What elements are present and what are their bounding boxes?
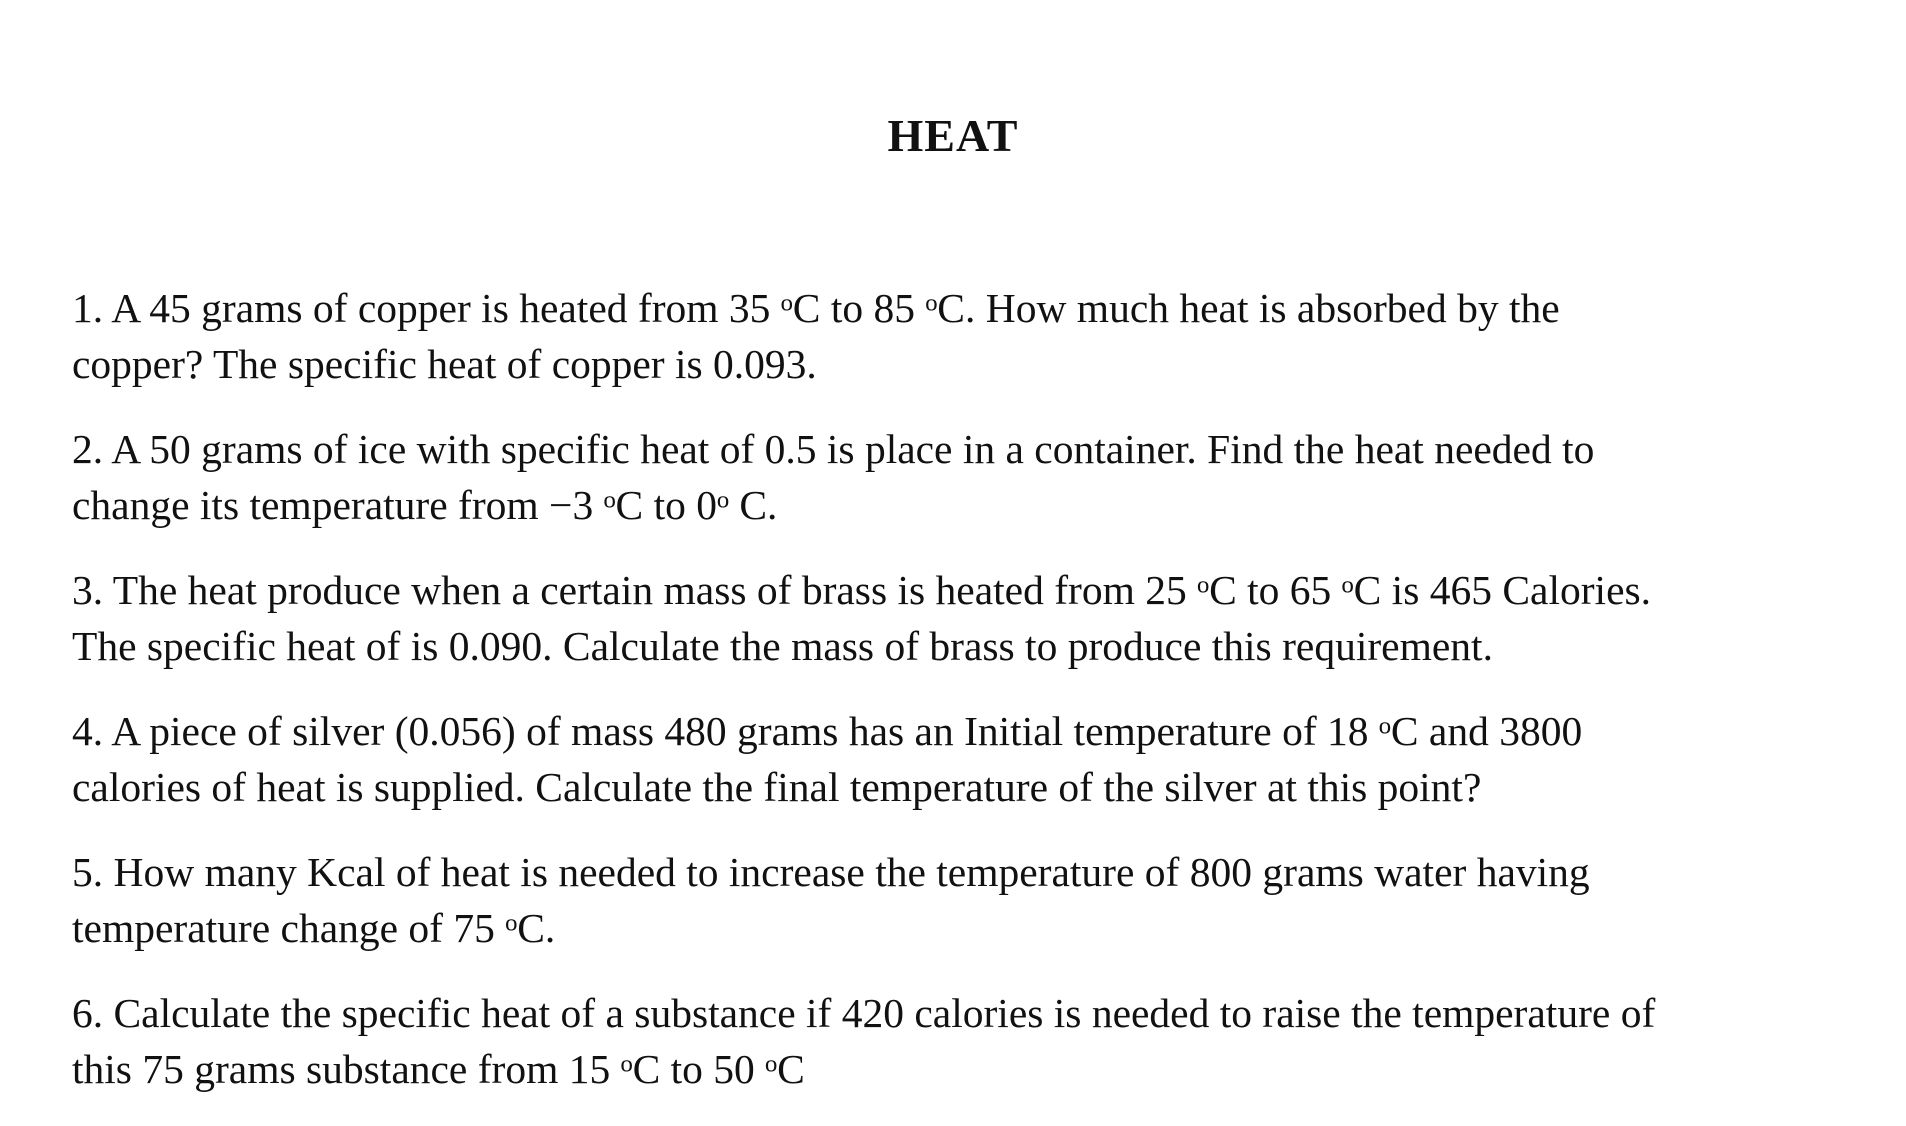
question-text-line: 2. A 50 grams of ice with specific heat of 0.5 is place in a container. Find the heat needed to [72, 426, 1595, 472]
question-text-line: copper? The specific heat of copper is 0.093. [72, 341, 817, 387]
question-item-2 [72, 421, 1842, 533]
question-text-line: 1. A 45 grams of copper is heated from 35 ᵒC to 85 ᵒC. How much heat is absorbed by the [72, 285, 1560, 331]
question-text-line: calories of heat is supplied. Calculate the final temperature of the silver at this point? [72, 764, 1482, 810]
question-text-line: this 75 grams substance from 15 ᵒC to 50 ᵒC [72, 1046, 805, 1092]
question-text-line: 6. Calculate the specific heat of a substance if 420 calories is needed to raise the temperature of [72, 990, 1656, 1036]
question-text-line: 4. A piece of silver (0.056) of mass 480 grams has an Initial temperature of 18 ᵒC and 3800 [72, 708, 1583, 754]
question-item-5 [72, 844, 1842, 956]
question-item-1 [72, 280, 1842, 392]
question-item-4 [72, 703, 1842, 815]
question-text-line: 3. The heat produce when a certain mass of brass is heated from 25 ᵒC to 65 ᵒC is 465 Calories. [72, 567, 1652, 613]
question-item-3 [72, 562, 1842, 674]
question-list [72, 280, 1842, 1126]
question-text-line: 5. How many Kcal of heat is needed to increase the temperature of 800 grams water having [72, 849, 1590, 895]
question-text-line: temperature change of 75 ᵒC. [72, 905, 556, 951]
question-text-line: The specific heat of is 0.090. Calculate the mass of brass to produce this requirement. [72, 623, 1493, 669]
question-text-line: change its temperature from −3 ᵒC to 0ᵒ C. [72, 482, 778, 528]
page-title: HEAT [887, 110, 1019, 161]
question-item-6 [72, 985, 1842, 1097]
